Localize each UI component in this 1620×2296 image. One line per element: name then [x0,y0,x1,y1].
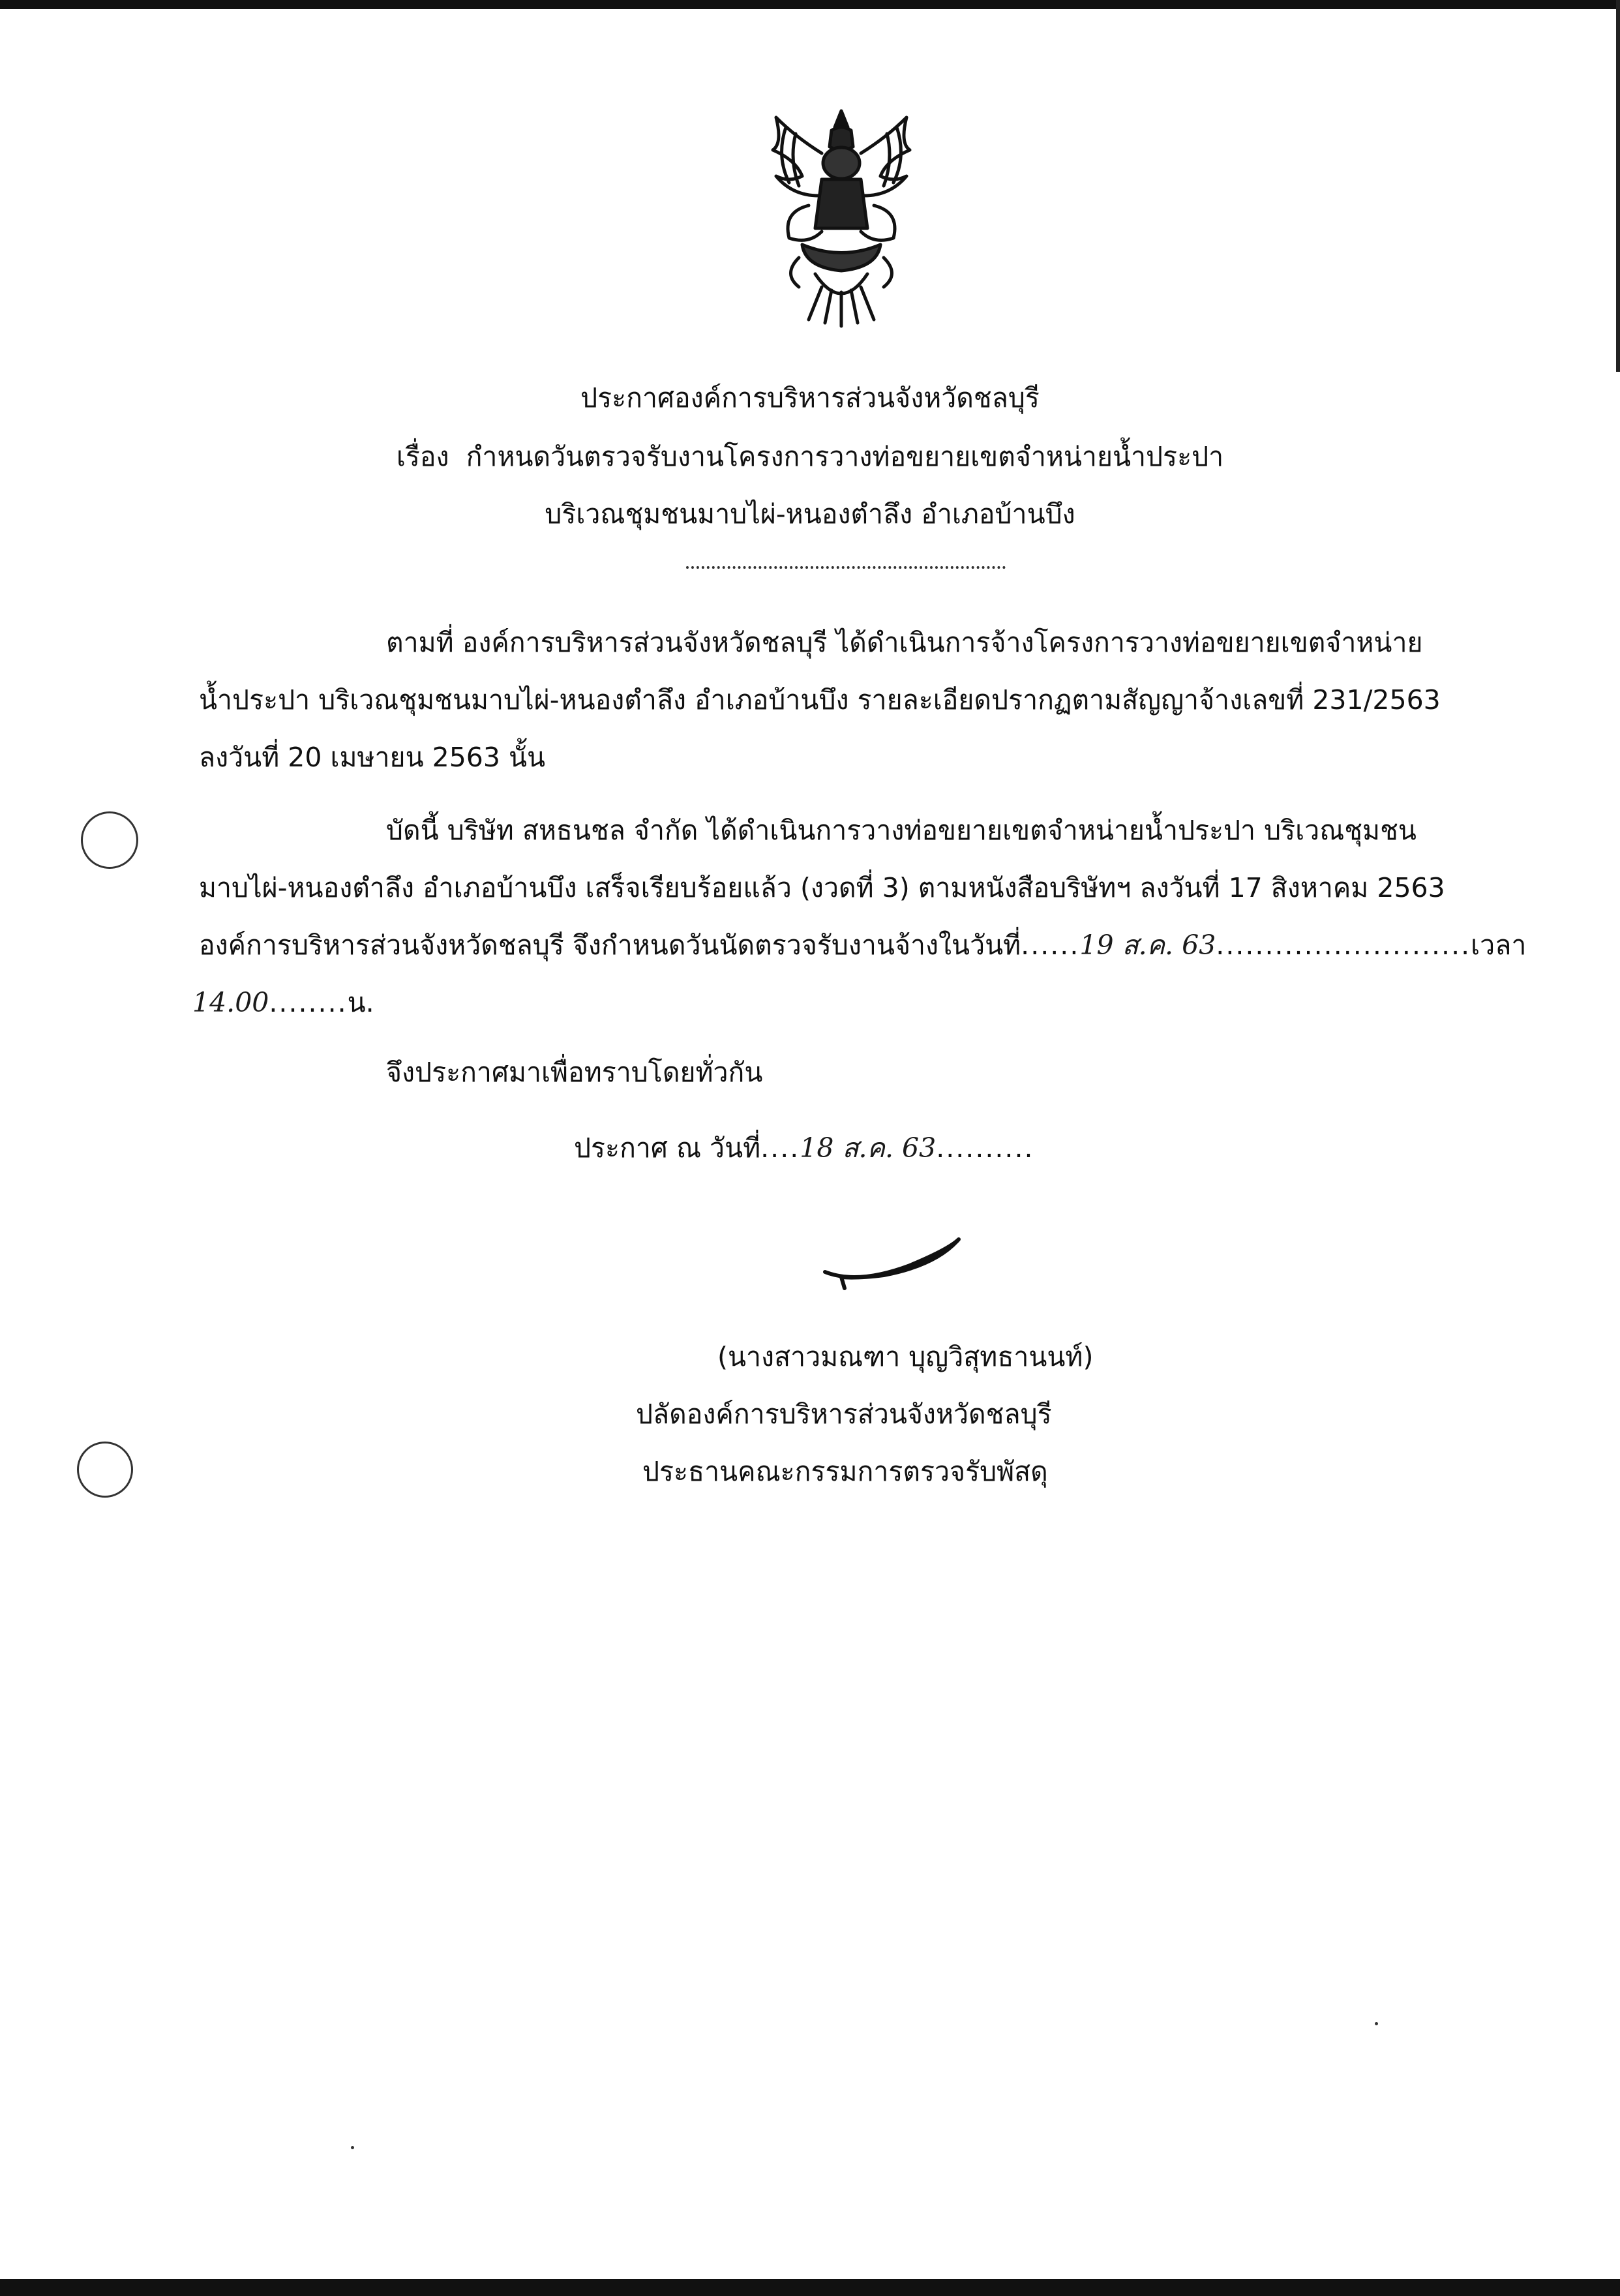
subject-label: เรื่อง [396,441,449,472]
garuda-emblem-icon [737,98,946,333]
para1-line1: ตามที่ องค์การบริหารส่วนจังหวัดชลบุรี ได้ดำเนินการจ้างโครงการวางท่อขยายเขตจำหน่าย [386,627,1423,658]
subject-line-1 [0,437,1620,476]
announcement-date-line: ประกาศ ณ วันที่....18 ส.ค. 63.......... [574,1132,1034,1164]
para1-line2: น้ำประปา บริเวณชุมชนมาบไผ่-หนองตำลึง อำเภอบ้านบึง รายละเอียดปรากฏตามสัญญาจ้างเลขที่ 231/2563 [199,684,1441,716]
subject-text: กำหนดวันตรวจรับงานโครงการวางท่อขยายเขตจำหน่ายน้ำประปา [466,441,1224,472]
subject-line-2: บริเวณชุมชนมาบไผ่-หนองตำลึง อำเภอบ้านบึง [545,498,1075,530]
time-unit: น. [347,987,374,1018]
scan-border-bottom [0,2279,1620,2296]
scan-border-top [0,0,1620,9]
para2-line3: องค์การบริหารส่วนจังหวัดชลบุรี จึงกำหนดวันนัดตรวจรับงานจ้างในวันที่......19 ส.ค. 63..........................เวลา [199,929,1527,961]
signatory-position-1: ปลัดองค์การบริหารส่วนจังหวัดชลบุรี [636,1398,1052,1430]
scan-speck [351,2146,354,2149]
para1-line3: ลงวันที่ 20 เมษายน 2563 นั้น [199,742,546,773]
time-line: 14.00........น. [192,987,374,1018]
time-label: เวลา [1471,929,1527,961]
punch-hole [81,811,138,869]
scan-speck [1375,2022,1378,2025]
scan-border-right [1616,0,1620,372]
signatory-name [717,1337,1343,1376]
handwritten-inspection-time: 14.00 [192,987,269,1018]
para2-line3-text: องค์การบริหารส่วนจังหวัดชลบุรี จึงกำหนดวันนัดตรวจรับงานจ้างในวันที่ [199,929,1021,961]
para2-line1: บัดนี้ บริษัท สหธนชล จำกัด ได้ดำเนินการวางท่อขยายเขตจำหน่ายน้ำประปา บริเวณชุมชน [386,815,1417,846]
announcement-title: ประกาศองค์การบริหารส่วนจังหวัดชลบุรี [580,382,1040,414]
handwritten-announce-date: 18 ส.ค. 63 [800,1132,937,1164]
para2-line2: มาบไผ่-หนองตำลึง อำเภอบ้านบึง เสร็จเรียบร้อยแล้ว (งวดที่ 3) ตามหนังสือบริษัทฯ ลงวันที่ 17 สิงหาคม 2563 [199,872,1445,903]
signature-scribble [818,1226,975,1298]
announce-date-label: ประกาศ ณ วันที่ [574,1132,761,1164]
punch-hole [77,1442,133,1498]
signatory-name-text: (นางสาวมณฑา บุญวิสุทธานนท์) [717,1341,1094,1372]
signatory-position-2: ประธานคณะกรรมการตรวจรับพัสดุ [642,1456,1048,1487]
closing-statement: จึงประกาศมาเพื่อทราบโดยทั่วกัน [386,1057,763,1088]
title-divider [686,566,1006,569]
handwritten-inspection-date: 19 ส.ค. 63 [1079,929,1216,961]
